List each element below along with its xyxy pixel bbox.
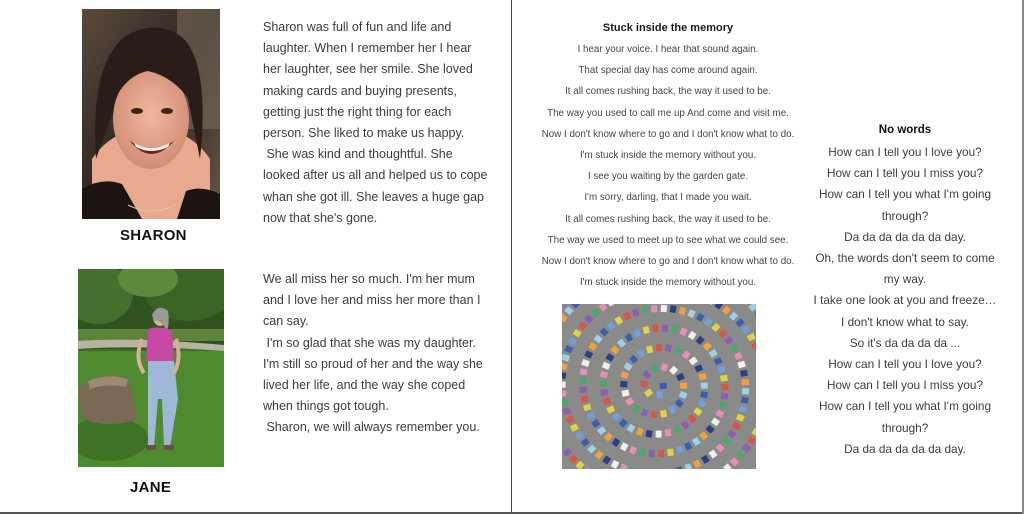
jane-tribute-paragraph [263, 269, 483, 439]
paragraph-line: I'm still so proud of her and the way she [263, 356, 483, 371]
mosaic-tile [579, 378, 586, 384]
paragraph-line: person. She liked to make us happy. [263, 126, 465, 141]
paragraph-line: looked after us all and helped us to cope [263, 168, 488, 183]
mosaic-tile [740, 370, 748, 377]
paragraph-line: She was kind and thoughtful. She [263, 147, 453, 162]
poem-line: How can I tell you I love you? [828, 145, 982, 159]
paragraph-line: making cards and buying presents, [263, 83, 457, 98]
mosaic-tile [648, 450, 655, 458]
sharon-portrait-photo [82, 9, 220, 219]
poem-line: Oh, the words don't seem to come [815, 251, 995, 266]
mosaic-tile [664, 429, 671, 437]
mosaic-tile [661, 305, 667, 312]
paragraph-line: whan she got ill. She leaves a huge gap [263, 189, 484, 204]
spiral-mosaic-photo [562, 304, 756, 469]
garden-photo-icon [78, 269, 224, 467]
mosaic-tile [600, 380, 607, 386]
portrait-photo-icon [82, 9, 220, 219]
paragraph-line: I'm so glad that she was my daughter. [263, 335, 476, 350]
paragraph-line: when things got tough. [263, 399, 389, 414]
poem-line: I don't know what to say. [841, 314, 969, 329]
poem-line: How can I tell you I love you? [828, 357, 982, 372]
mosaic-tile [600, 389, 608, 396]
poem2-lines [808, 142, 1002, 460]
spiral-mosaic-icon [562, 304, 756, 469]
poem-line: The way we used to meet up to see what we could see. [547, 234, 789, 246]
poem-line: Da da da da da da day. [844, 441, 966, 456]
mosaic-tile [562, 372, 566, 379]
mosaic-tile [720, 375, 728, 382]
poem-line: I'm sorry, darling, that I made you wait. [584, 192, 752, 204]
poem1-lines [520, 39, 816, 293]
mosaic-tile [656, 391, 662, 398]
poem-line: How can I tell you what I'm going [818, 399, 992, 414]
page-spine-divider [511, 0, 512, 514]
mosaic-tile [667, 448, 674, 456]
poem-line: I take one look at you and freeze… [813, 293, 997, 308]
paragraph-line: Sharon, we will always remember you. [263, 420, 480, 435]
poem1-title: Stuck inside the memory [602, 22, 734, 34]
poem-line: How can I tell you what I'm going [818, 187, 992, 202]
sharon-tribute-paragraph [263, 17, 487, 229]
mosaic-tile [662, 324, 669, 332]
sharon-name-caption: SHARON [120, 227, 187, 244]
poem-line: Now I don't know where to go and I don't know what to do. [541, 128, 795, 140]
poem-line: I'm stuck inside the memory without you. [579, 150, 757, 162]
poem-line: through? [881, 420, 929, 435]
mosaic-tile [742, 379, 749, 385]
mosaic-tile [670, 305, 677, 313]
poem-line: Now I don't know where to go and I don't know what to do. [541, 256, 795, 268]
poem-line: So it's da da da da ... [849, 335, 961, 350]
mosaic-tile [562, 382, 566, 388]
mosaic-tile [701, 383, 708, 389]
mosaic-tile [652, 325, 658, 332]
poem2-title: No words [878, 124, 932, 136]
mosaic-tile [660, 410, 667, 418]
poem-line: The way you used to call me up And come and visit me. [547, 107, 789, 119]
jane-name-caption: JANE [130, 479, 172, 496]
mosaic-tile [721, 384, 728, 390]
mosaic-tile [721, 393, 729, 400]
mosaic-tile [741, 397, 749, 404]
paragraph-line: We all miss her so much. I'm her mum [263, 272, 475, 286]
mosaic-tile [640, 380, 648, 387]
poem-line: Da da da da da da day. [844, 229, 966, 244]
poem-line: That special day has come around again. [578, 65, 758, 77]
paragraph-line: getting just the right thing for each [263, 104, 452, 119]
mosaic-tile [656, 344, 662, 351]
poem-line: How can I tell you I miss you? [826, 378, 984, 393]
mosaic-tile [581, 395, 589, 402]
mosaic-tile [651, 305, 657, 312]
poem-line: my way. [883, 272, 927, 287]
paragraph-line: Sharon was full of fun and life and [263, 20, 452, 34]
mosaic-tile [658, 450, 664, 457]
mosaic-tile [656, 431, 662, 438]
jane-garden-photo [78, 269, 224, 467]
mosaic-tile [650, 411, 657, 419]
poem-line: I see you waiting by the garden gate. [587, 171, 749, 183]
mosaic-tile [641, 306, 648, 314]
mosaic-tile [579, 387, 586, 393]
paragraph-line: her laughter, see her smile. She loved [263, 62, 473, 77]
poem-line: I hear your voice. I hear that sound again. [577, 44, 759, 55]
poem-line: I'm stuck inside the memory without you. [579, 277, 757, 289]
paragraph-line: lived her life, and the way she coped [263, 378, 466, 393]
mosaic-tile [742, 388, 749, 394]
poem-line: through? [881, 208, 929, 223]
mosaic-tile [620, 381, 627, 387]
paragraph-line: can say. [263, 314, 309, 329]
paragraph-line: and I love her and miss her more than I [263, 293, 481, 308]
paragraph-line: now that she's gone. [263, 210, 378, 225]
poem-line: It all comes rushing back, the way it used to be. [565, 86, 771, 98]
poem-line: How can I tell you I miss you? [826, 166, 984, 181]
paragraph-line: laughter. When I remember her I hear [263, 41, 472, 56]
mosaic-tile [562, 390, 567, 397]
poem-line: It all comes rushing back, the way it used to be. [565, 213, 771, 225]
mosaic-tile [660, 383, 667, 389]
mosaic-tile [680, 383, 687, 389]
